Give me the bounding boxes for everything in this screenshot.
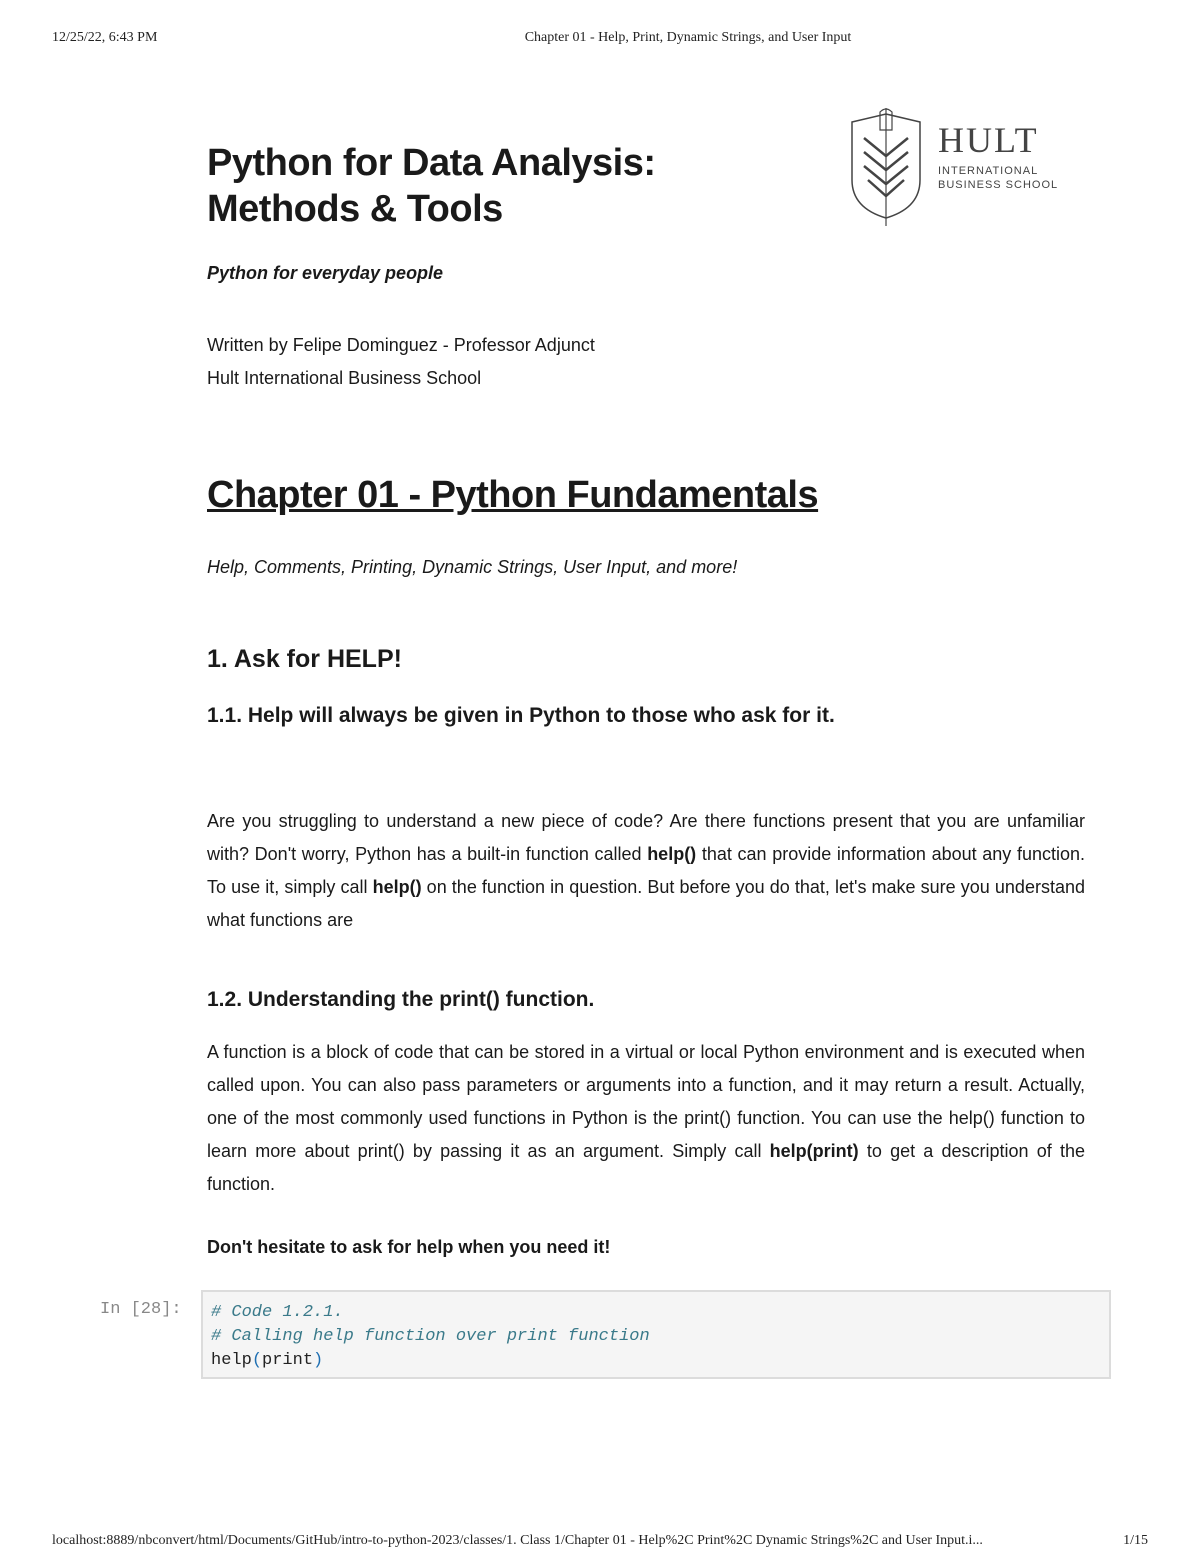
code-comment: # Calling help function over print function — [211, 1327, 650, 1346]
paragraph-help-intro: Are you struggling to understand a new piece of code? Are there functions present that you are unfamiliar with? Don't worry, Python has a built-in function called help() that can provide information about any function. To use it, simply call help() on the function in question. But before you do that, let's make sure you understand what functions are — [207, 811, 1085, 930]
paragraph-ask-help: Don't hesitate to ask for help when you need it! — [207, 1237, 611, 1257]
school-line: Hult International Business School — [207, 368, 482, 388]
page-number: 1/15 — [1123, 1533, 1148, 1548]
print-url: localhost:8889/nbconvert/html/Documents/GitHub/intro-to-python-2023/classes/1. Class 1/Chapter 01 - Help%2C Print%2C Dynamic Strings%2C and User Input.i... — [52, 1533, 983, 1548]
print-doc-title: Chapter 01 - Help, Print, Dynamic Strings, and User Input — [524, 30, 852, 45]
paragraph-functions: A function is a block of code that can be stored in a virtual or local Python environment and is executed when called upon. You can also pass parameters or arguments into a function, and it may return a result. Actually, one of the most commonly used functions in Python is the print() function. You can use the help() function to learn more about print() by passing it as an argument. Simply call help(print) to get a description of the function. — [207, 1042, 1085, 1194]
code-line: help(print) — [211, 1351, 324, 1370]
section-heading: 1. Ask for HELP! — [207, 645, 402, 673]
chapter-title: Chapter 01 - Python Fundamentals — [207, 474, 819, 516]
author-block — [207, 329, 595, 395]
code-comment: # Code 1.2.1. — [211, 1303, 344, 1322]
hult-logo — [846, 108, 1066, 226]
subsection-heading-1-2: 1.2. Understanding the print() function. — [207, 988, 595, 1011]
author-line: Written by Felipe Dominguez - Professor Adjunct — [207, 335, 595, 355]
print-header — [0, 30, 1200, 50]
print-footer — [0, 1533, 1200, 1553]
chapter-subtitle: Help, Comments, Printing, Dynamic Strings, User Input, and more! — [207, 557, 738, 577]
book-subtitle: Python for everyday people — [207, 263, 444, 283]
cell-prompt: In [28]: — [100, 1300, 182, 1319]
logo-wordmark: HULT — [938, 120, 1039, 160]
book-title: Python for Data Analysis: Methods & Tools — [207, 142, 656, 230]
subsection-heading-1-1: 1.1. Help will always be given in Python to those who ask for it. — [207, 704, 835, 727]
code-cell[interactable] — [201, 1290, 1111, 1379]
hult-crest-icon — [846, 108, 926, 226]
logo-subtitle: INTERNATIONAL BUSINESS SCHOOL — [938, 165, 1059, 192]
print-datetime: 12/25/22, 6:43 PM — [52, 30, 158, 45]
